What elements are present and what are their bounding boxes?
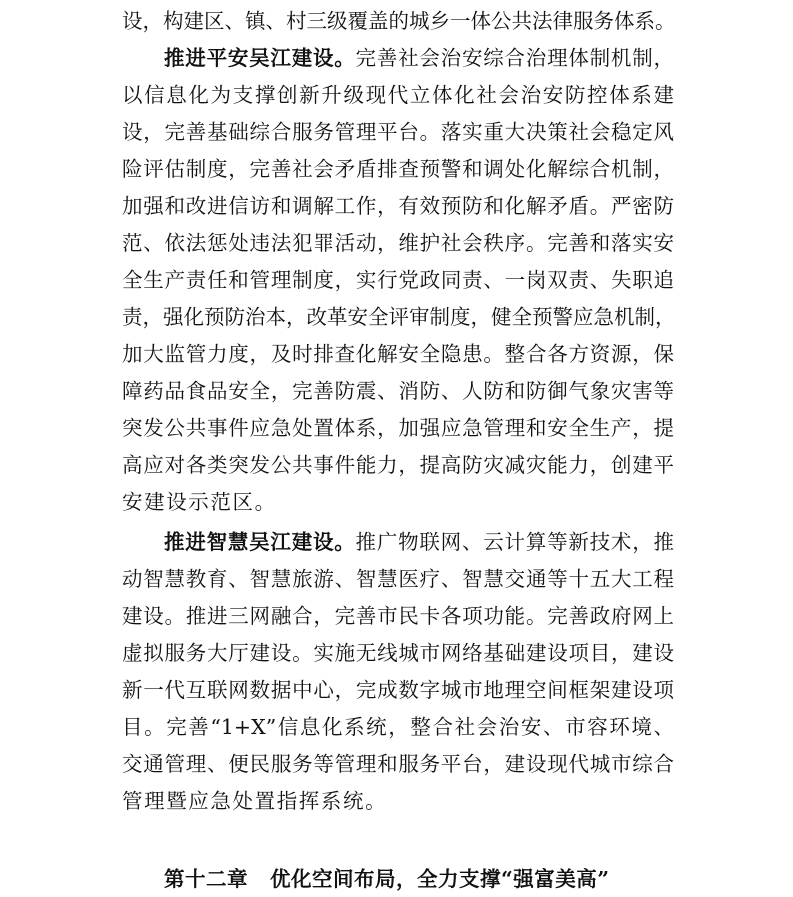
chapter-number: 第十二章 xyxy=(164,867,248,891)
paragraph-heading: 推进平安吴江建设。 xyxy=(164,46,356,70)
text-line: 障药品食品安全，完善防震、消防、人防和防御气象灾害等 xyxy=(122,379,674,403)
chapter-heading xyxy=(164,864,610,894)
text-line: 范、依法惩处违法犯罪活动，维护社会秩序。完善和落实安 xyxy=(122,231,674,255)
text-line: 建设。推进三网融合，完善市民卡各项功能。完善政府网上 xyxy=(122,604,674,628)
text-line: 加大监管力度，及时排查化解安全隐患。整合各方资源，保 xyxy=(122,342,674,366)
text-line: 以信息化为支撑创新升级现代立体化社会治安防控体系建 xyxy=(122,83,674,107)
text-line: 设，构建区、镇、村三级覆盖的城乡一体公共法律服务体系。 xyxy=(122,9,676,33)
text-line: 突发公共事件应急处置体系，加强应急管理和安全生产，提 xyxy=(122,416,674,440)
text-line: 责，强化预防治本，改革安全评审制度，健全预警应急机制， xyxy=(122,305,676,329)
text-line: 动智慧教育、智慧旅游、智慧医疗、智慧交通等十五大工程 xyxy=(122,567,674,591)
paragraph-text: 推广物联网、云计算等新技术，推 xyxy=(355,530,675,554)
text-line: 险评估制度，完善社会矛盾排查预警和调处化解综合机制， xyxy=(122,157,674,181)
text-line: 全生产责任和管理制度，实行党政同责、一岗双责、失职追 xyxy=(122,268,674,292)
text-line: 虚拟服务大厅建设。实施无线城市网络基础建设项目，建设 xyxy=(122,641,674,665)
paragraph-first-line xyxy=(164,527,674,557)
chapter-title: 优化空间布局，全力支撑“强富美高” xyxy=(270,867,610,891)
text-line: 加强和改进信访和调解工作，有效预防和化解矛盾。严密防 xyxy=(122,194,674,218)
text-line: 新一代互联网数据中心，完成数字城市地理空间框架建设项 xyxy=(122,678,674,702)
text-line: 设，完善基础综合服务管理平台。落实重大决策社会稳定风 xyxy=(122,120,674,144)
paragraph-heading: 推进智慧吴江建设。 xyxy=(164,530,356,554)
text-line: 管理暨应急处置指挥系统。 xyxy=(122,789,388,813)
text-line: 安建设示范区。 xyxy=(122,490,277,514)
paragraph-text: 完善社会治安综合治理体制机制， xyxy=(355,46,675,70)
paragraph-first-line xyxy=(164,43,674,73)
text-line: 目。完善“1+X”信息化系统，整合社会治安、市容环境、 xyxy=(122,715,674,739)
text-line: 高应对各类突发公共事件能力，提高防灾减灾能力，创建平 xyxy=(122,453,674,477)
text-line: 交通管理、便民服务等管理和服务平台，建设现代城市综合 xyxy=(122,752,674,776)
